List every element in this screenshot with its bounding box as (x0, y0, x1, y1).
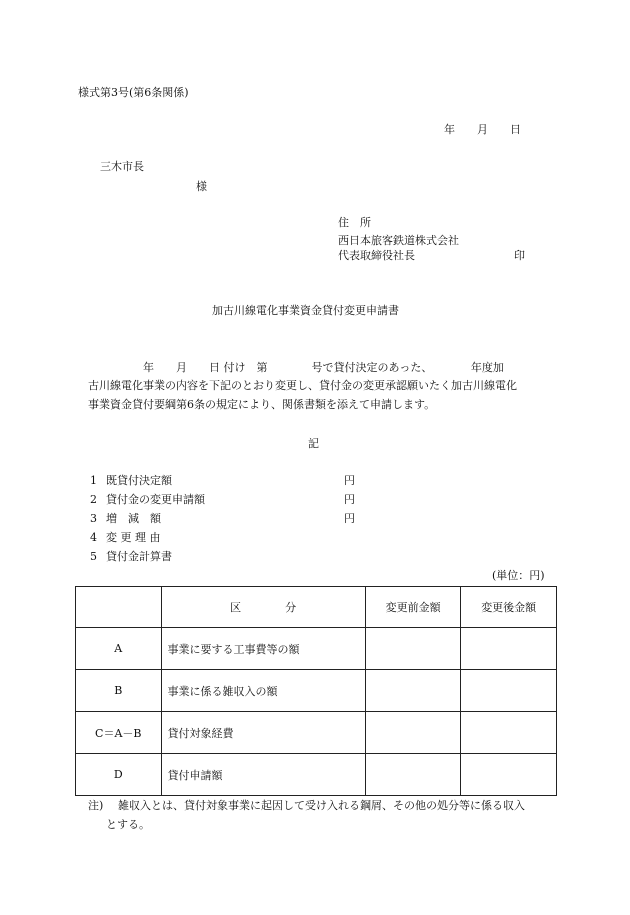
row-label: B (76, 670, 162, 712)
item-3-label: 増 減 額 (106, 512, 161, 525)
table-header-after-amount: 変更後金額 (461, 587, 557, 628)
item-2-number: 2 (90, 493, 97, 506)
table-header-row (76, 587, 557, 628)
unit-note: (単位：円) (492, 569, 545, 582)
body-line-1: 年 月 日 付け 第 号で貸付決定のあった、 年度加 (88, 361, 504, 374)
row-after-amount-cell[interactable] (461, 670, 557, 712)
table-header-category: 区 分 (161, 587, 365, 628)
date-line: 年 月 日 (444, 123, 521, 136)
item-5-label: 貸付金計算書 (106, 550, 172, 563)
applicant-company: 西日本旅客鉄道株式会社 (338, 234, 459, 247)
document-title: 加古川線電化事業資金貸付変更申請書 (212, 304, 399, 317)
item-2-unit: 円 (344, 493, 355, 506)
item-1-unit: 円 (344, 474, 355, 487)
footnote-mark: 注) (88, 799, 104, 812)
row-label: C＝A－B (76, 712, 162, 754)
loan-calculation-table (75, 586, 557, 796)
row-item: 事業に要する工事費等の額 (161, 628, 365, 670)
row-item: 貸付申請額 (161, 754, 365, 796)
item-5-number: 5 (90, 550, 97, 563)
ki-heading: 記 (308, 437, 319, 450)
row-before-amount-cell[interactable] (365, 628, 461, 670)
footnote-line-2: とする。 (106, 818, 150, 831)
row-label: A (76, 628, 162, 670)
table-row (76, 754, 557, 796)
row-item: 貸付対象経費 (161, 712, 365, 754)
table-header-before-amount: 変更前金額 (365, 587, 461, 628)
table-header-blank (76, 587, 162, 628)
item-1-label: 既貸付決定額 (106, 474, 172, 487)
row-after-amount-cell[interactable] (461, 628, 557, 670)
item-1-number: 1 (90, 474, 97, 487)
item-2-label: 貸付金の変更申請額 (106, 493, 205, 506)
applicant-seal: 印 (514, 249, 525, 262)
row-after-amount-cell[interactable] (461, 754, 557, 796)
row-before-amount-cell[interactable] (365, 754, 461, 796)
item-4-number: 4 (90, 531, 97, 544)
row-before-amount-cell[interactable] (365, 712, 461, 754)
item-3-unit: 円 (344, 512, 355, 525)
item-3-number: 3 (90, 512, 97, 525)
table-row (76, 712, 557, 754)
table-row (76, 628, 557, 670)
form-number: 様式第3号(第6条関係) (78, 86, 189, 99)
row-after-amount-cell[interactable] (461, 712, 557, 754)
applicant-representative: 代表取締役社長 (338, 249, 415, 262)
footnote-line-1: 雑収入とは、貸付対象事業に起因して受け入れる鋼屑、その他の処分等に係る収入 (118, 799, 525, 812)
row-item: 事業に係る雑収入の額 (161, 670, 365, 712)
addressee-title: 三木市長 (100, 160, 144, 173)
row-before-amount-cell[interactable] (365, 670, 461, 712)
applicant-address-label: 住 所 (338, 216, 371, 229)
row-label: D (76, 754, 162, 796)
addressee-honorific: 様 (196, 180, 207, 193)
body-line-3: 事業資金貸付要綱第6条の規定により、関係書類を添えて申請します。 (88, 398, 436, 411)
table-row (76, 670, 557, 712)
item-4-label: 変 更 理 由 (106, 531, 161, 544)
body-line-2: 古川線電化事業の内容を下記のとおり変更し、貸付金の変更承認願いたく加古川線電化 (88, 379, 517, 392)
